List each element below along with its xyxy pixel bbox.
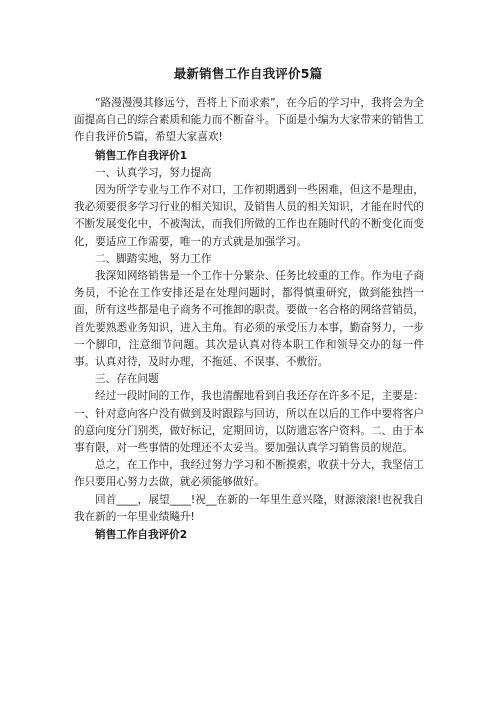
section-heading-2: 销售工作自我评价2 [95,529,188,542]
subheading-problems: 三、存在问题 [95,373,159,386]
subheading-work: 二、脚踏实地，努力工作 [95,252,212,265]
paragraph-outlook: 回首____，展望____!祝__在新的一年里生意兴隆，财源滚滚!也祝我自我在新的一年里业绩飚升! [74,493,424,523]
paragraph-problems: 经过一段时间的工作，我也清醒地看到自我还存在许多不足，主要是：一、针对意向客户没有做到及时跟踪与回访，所以在以后的工作中要将客户的意向度分门别类，做好标记，定期回访，以防遗忘客户资料。二、由于本事有限，对一些事情的处理还不太妥当。要加强认真学习销售员的规范。 [74,390,424,455]
subheading-study: 一、认真学习，努力提高 [95,166,212,179]
paragraph-work: 我深知网络销售是一个工作十分繁杂、任务比较重的工作。作为电子商务员，不论在工作安排还是在处理问题时，都得慎重研究，做到能独挡一面，所有这些都是电子商务不可推卸的职责。要做一名合格的网络营销员，首先要熟悉业务知识，进入主角。有必须的承受压力本事，勤奋努力，一步一个脚印，注意细节问题。其次是认真对待本职工作和领导交办的每一件事。认真对待，及时办理，不拖延、不误事、不敷衍。 [74,270,424,369]
paragraph-summary: 总之，在工作中，我经过努力学习和不断摸索，收获十分大，我坚信工作只要用心努力去做，就必须能够做好。 [74,459,424,489]
paragraph-study: 因为所学专业与工作不对口，工作初期遇到一些困难，但这不是理由，我必须要很多学习行业的相关知识，及销售人员的相关知识，才能在时代的不断发展变化中，不被淘汰，而我们所做的工作也在随时代的不断变化而变化，要适应工作需要，唯一的方式就是加强学习。 [74,184,424,248]
section-heading-1: 销售工作自我评价1 [95,149,188,162]
document-body [74,95,424,544]
document-title: 最新销售工作自我评价5篇 [173,66,323,81]
intro-paragraph: “路漫漫漫其修远兮，吾将上下而求索”，在今后的学习中，我将会为全面提高自己的综合素质和能力而不断奋斗。下面是小编为大家带来的销售工作自我评价5篇，希望大家喜欢! [74,97,424,144]
